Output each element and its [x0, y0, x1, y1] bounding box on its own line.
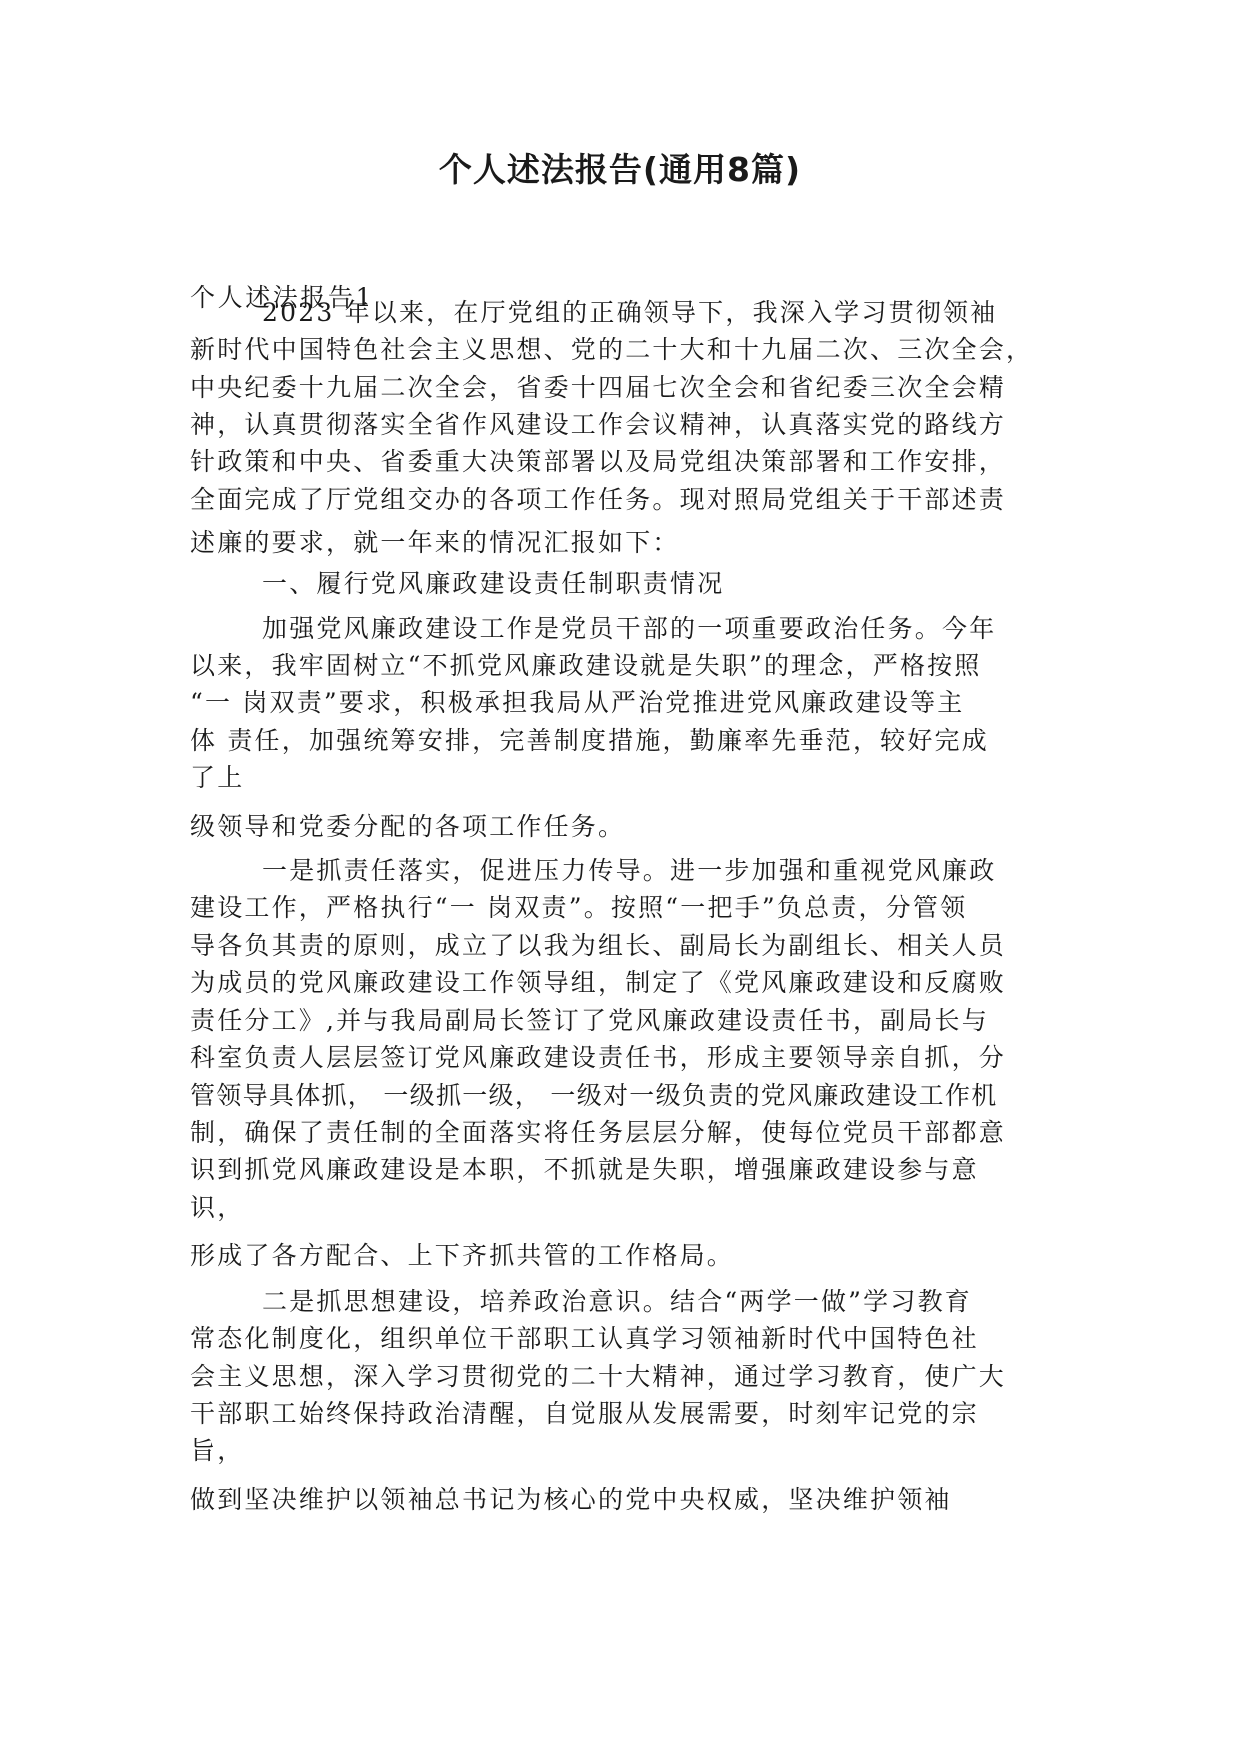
paragraph-line: 建设工作，严格执行“一 岗双责”。按照“一把手”负总责，分管领	[190, 893, 968, 922]
paragraph-line: “一 岗双责”要求，积极承担我局从严治党推进党风廉政建设等主	[190, 688, 965, 717]
paragraph-line: 常态化制度化，组织单位干部职工认真学习领袖新时代中国特色社	[190, 1324, 979, 1353]
paragraph-line: 科室负责人层层签订党风廉政建设责任书，形成主要领导亲自抓，分	[190, 1043, 1007, 1072]
paragraph-line: 二是抓思想建设，培养政治意识。结合“两学一做”学习教育	[262, 1287, 972, 1316]
section-heading: 个人述法报告1	[190, 283, 375, 312]
paragraph-line: 2023 年以来，在厅党组的正确领导下，我深入学习贯彻领袖	[262, 298, 998, 327]
paragraph-line: 做到坚决维护以领袖总书记为核心的党中央权威，坚决维护领袖	[190, 1485, 952, 1514]
paragraph-line: 了上	[190, 763, 245, 792]
paragraph-line: 旨，	[190, 1436, 245, 1465]
paragraph-line: 以来，我牢固树立“不抓党风廉政建设就是失职”的理念，严格按照	[190, 651, 982, 680]
paragraph-line: 干部职工始终保持政治清醒，自觉服从发展需要，时刻牢记党的宗	[190, 1399, 979, 1428]
paragraph-line: 为成员的党风廉政建设工作领导组，制定了《党风廉政建设和反腐败	[190, 968, 1007, 997]
document-title: 个人述法报告(通用8篇)	[438, 150, 802, 189]
paragraph-line: 识到抓党风廉政建设是本职，不抓就是失职，增强廉政建设参与意	[190, 1155, 979, 1184]
paragraph-line: 述廉的要求，就一年来的情况汇报如下：	[190, 528, 680, 557]
paragraph-line: 全面完成了厅党组交办的各项工作任务。现对照局党组关于干部述责	[190, 485, 1007, 514]
paragraph-line: 中央纪委十九届二次全会，省委十四届七次全会和省纪委三次全会精	[190, 373, 1007, 402]
paragraph-line: 新时代中国特色社会主义思想、党的二十大和十九届二次、三次全会，	[190, 335, 1034, 364]
paragraph-line: 神，认真贯彻落实全省作风建设工作会议精神，认真落实党的路线方	[190, 410, 1007, 439]
paragraph-line: 制，确保了责任制的全面落实将任务层层分解，使每位党员干部都意	[190, 1118, 1007, 1147]
section-subheading: 一、履行党风廉政建设责任制职责情况	[262, 569, 725, 598]
paragraph-line: 识，	[190, 1193, 245, 1222]
paragraph-line: 体 责任，加强统筹安排，完善制度措施，勤廉率先垂范，较好完成	[190, 726, 989, 755]
paragraph-line: 针政策和中央、省委重大决策部署以及局党组决策部署和工作安排，	[190, 447, 1007, 476]
paragraph-line: 会主义思想，深入学习贯彻党的二十大精神，通过学习教育，使广大	[190, 1362, 1007, 1391]
paragraph-line: 形成了各方配合、上下齐抓共管的工作格局。	[190, 1241, 735, 1270]
paragraph-line: 一是抓责任落实，促进压力传导。进一步加强和重视党风廉政	[262, 856, 997, 885]
paragraph-line: 加强党风廉政建设工作是党员干部的一项重要政治任务。今年	[262, 614, 997, 643]
paragraph-line: 导各负其责的原则，成立了以我为组长、副局长为副组长、相关人员	[190, 931, 1007, 960]
paragraph-line: 级领导和党委分配的各项工作任务。	[190, 812, 626, 841]
paragraph-line: 责任分工》,并与我局副局长签订了党风廉政建设责任书，副局长与	[190, 1006, 989, 1035]
paragraph-line: 管领导具体抓， 一级抓一级， 一级对一级负责的党风廉政建设工作机	[190, 1081, 998, 1110]
